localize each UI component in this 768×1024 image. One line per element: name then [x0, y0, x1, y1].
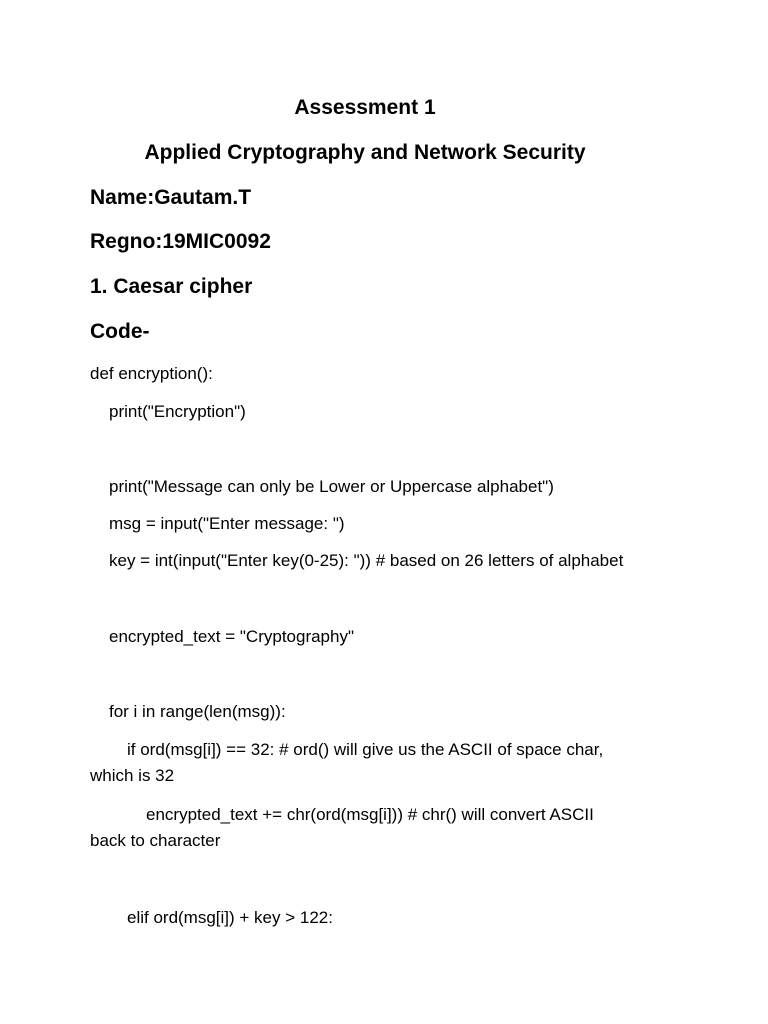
- code-line: encrypted_text += chr(ord(msg[i])) # chr() will convert ASCII: [146, 805, 594, 824]
- code-line: if ord(msg[i]) == 32: # ord() will give us the ASCII of space char,: [127, 740, 604, 759]
- code-line: def encryption():: [90, 364, 213, 383]
- section-heading: 1. Caesar cipher: [90, 275, 253, 298]
- code-line-continuation: which is 32: [90, 766, 175, 785]
- document-subtitle: Applied Cryptography and Network Security: [144, 141, 586, 164]
- document-title: Assessment 1: [294, 96, 436, 119]
- code-line: print("Encryption"): [109, 402, 246, 421]
- code-line: msg = input("Enter message: "): [109, 514, 345, 533]
- code-line: print("Message can only be Lower or Uppercase alphabet"): [109, 477, 554, 496]
- student-regno: Regno:19MIC0092: [90, 230, 271, 253]
- code-label: Code-: [90, 320, 150, 343]
- code-line-continuation: back to character: [90, 831, 221, 850]
- student-name: Name:Gautam.T: [90, 186, 252, 209]
- code-line: elif ord(msg[i]) + key > 122:: [127, 908, 333, 927]
- code-line: key = int(input("Enter key(0-25): ")) # based on 26 letters of alphabet: [109, 551, 624, 570]
- code-line: for i in range(len(msg)):: [109, 702, 286, 721]
- code-line: encrypted_text = "Cryptography": [109, 627, 355, 646]
